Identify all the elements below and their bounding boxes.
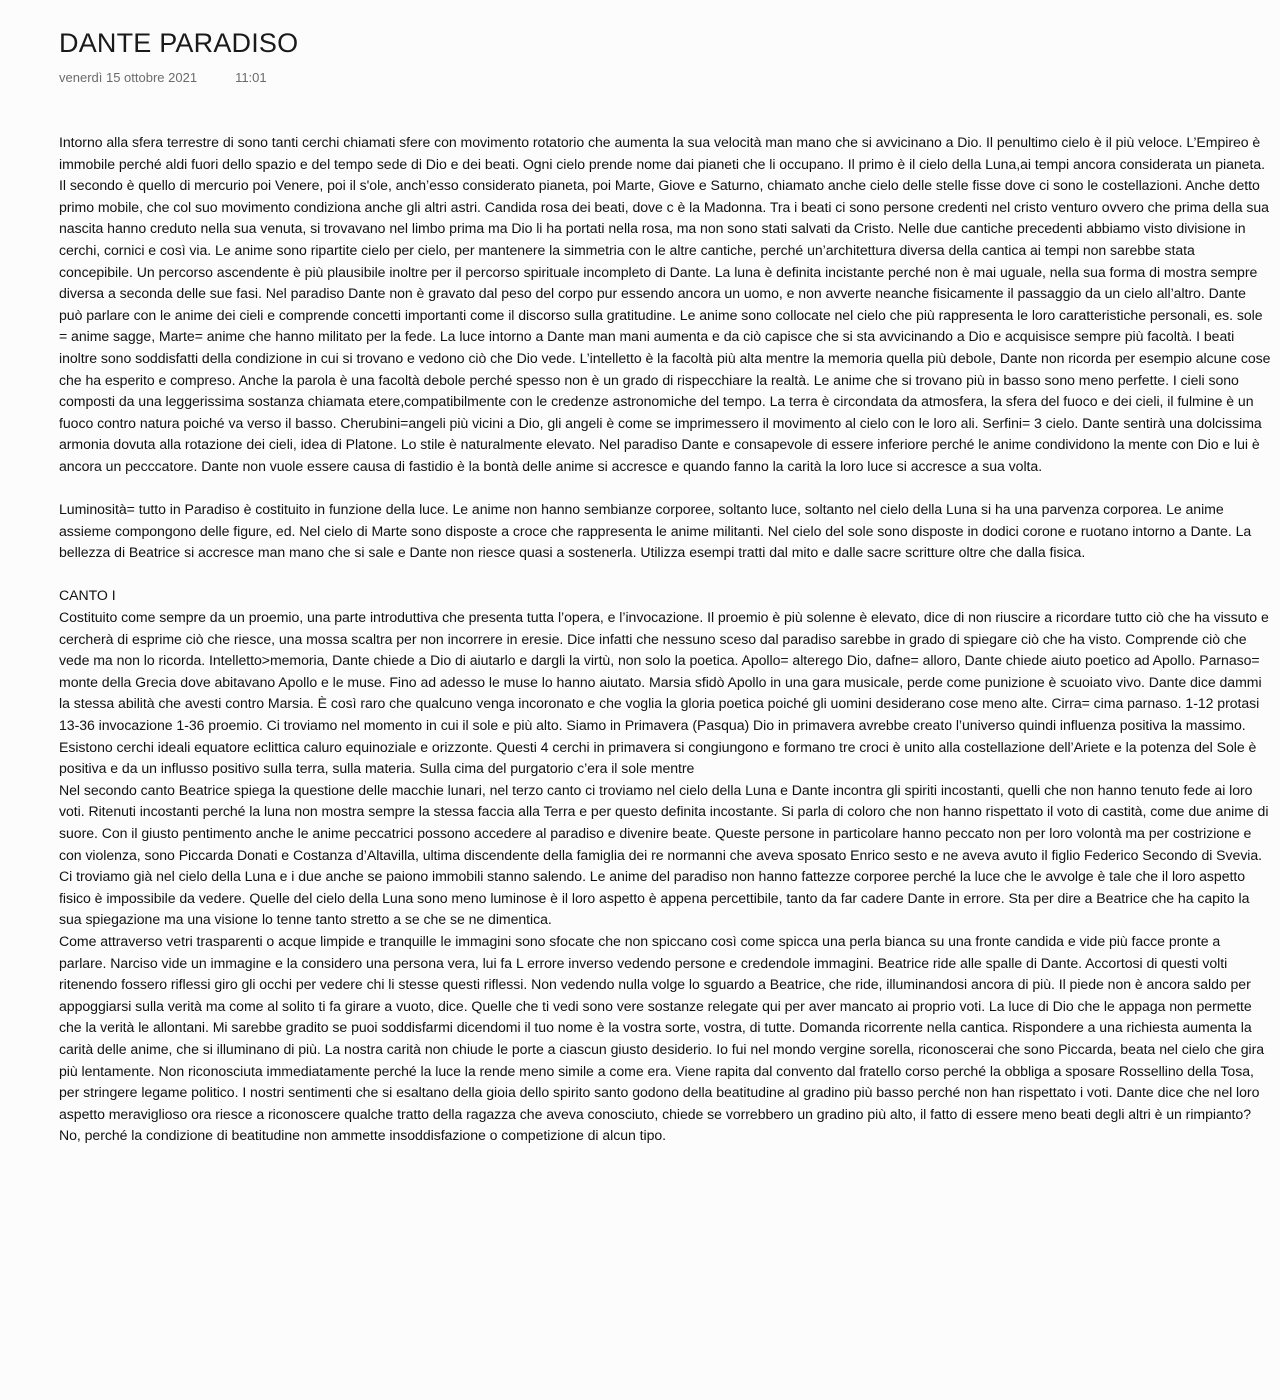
paragraph-vetri-trasparenti[interactable]: Come attraverso vetri trasparenti o acque limpide e tranquille le immagini sono sfocate che non spiccano così come spicca una perla bianca su una fronte candida e vide più facce pronte a parlare. Narciso vide un immagine e la considero una persona vera, lui fa L errore inverso vedendo persone e credendole immagini. Beatrice ride alle spalle di Dante. Accortosi di questi volti ritenendo fossero riflessi giro gli occhi per vedere chi li stesse questi riflessi. Non vedendo nulla volge lo sguardo a Beatrice, che ride, illuminandosi ancora di più. Il piede non è ancora saldo per appoggiarsi sulla verità ma come al solito ti fa girare a vuoto, dice. Quelle che ti vedi sono vere sostanze relegate qui per aver mancato ai proprio voti. La luce di Dio che le appaga non permette che la verità le allontani. Mi sarebbe gradito se puoi soddisfarmi dicendomi il tuo nome è la vostra sorte, vostra, di tutte. Domanda ricorrente nella cantica. Rispondere a una richiesta aumenta la carità delle anime, che si illuminano di più. La nostra carità non chiude le porte a ciascun giusto desiderio. Io fui nel mondo vergine sorella, riconoscerai che sono Piccarda, beata nel cielo che gira più lentamente. Non riconosciuta immediatamente perché la luce la rende meno simile a come era. Viene rapita dal convento dal fratello corso perché la obbliga a sposare Rossellino della Tosa, per stringere legame politico. I nostri sentimenti che si esaltano della gioia dello spirito santo godono della beatitudine al gradino più basso perché non han rispettato i voti. Dante dice che nel loro aspetto meraviglioso ora riesce a riconoscere qualche tratto della ragazza che aveva conosciuto, chiede se vorrebbero un gradino più alto, il fatto di essere meno beati degli altri è un rimpianto? No, perché la condizione di beatitudine non ammette insoddisfazione o competizione di alcun tipo.	[59, 932, 1265, 1144]
paragraph-luminosita[interactable]: Luminosità= tutto in Paradiso è costituito in funzione della luce. Le anime non hanno sembianze corporee, soltanto luce, soltanto nel cielo della Luna si ha una parvenza corporea. Le anime assieme compongono delle figure, ed. Nel cielo di Marte sono disposte a croce che rappresenta le anime militanti. Nel cielo del sole sono disposte in dodici corone e ruotano intorno a Dante. La bellezza di Beatrice si accresce man mano che si sale e Dante non riesce quasi a sostenerla. Utilizza esempi tratti dal mito e dalle sacre scritture oltre che dalla fisica.	[59, 501, 1252, 561]
paragraph-secondo-canto[interactable]: Nel secondo canto Beatrice spiega la questione delle macchie lunari, nel terzo canto ci troviamo nel cielo della Luna e Dante incontra gli spiriti incostanti, quelli che non hanno tenuto fede ai loro voti. Ritenuti incostanti perché la luna non mostra sempre la stessa faccia alla Terra e per questo definita incostante. Si parla di coloro che non hanno rispettato il voto di castità, come due anime di suore. Con il giusto pentimento anche le anime peccatrici possono accedere al paradiso e divenire beate. Queste persone in particolare hanno peccato non per loro volontà ma per costrizione e con violenza, sono Piccarda Donati e Costanza d’Altavilla, ultima discendente della famiglia dei re normanni che aveva sposato Enrico sesto e ne aveva avuto il figlio Federico Secondo di Svevia. Ci troviamo già nel cielo della Luna e i due anche se paiono immobili stanno salendo. Le anime del paradiso non hanno fattezze corporee perché la luce che le avvolge è tale che il loro aspetto fisico è impossibile da vedere. Quelle del cielo della Luna sono meno luminose è il loro aspetto è appena percettibile, tanto da far cadere Dante in errore. Sta per dire a Beatrice che ha capito la sua spiegazione ma una visione lo tenne tanto stretto a se che se ne dimentica.	[59, 781, 1269, 928]
note-title[interactable]: DANTE PARADISO	[59, 28, 299, 58]
paragraph-intro[interactable]: Intorno alla sfera terrestre di sono tanti cerchi chiamati sfere con movimento rotatorio che aumenta la sua velocità man mano che si avvicinano a Dio. Il penultimo cielo è il più veloce. L’Empireo è immobile perché aldi fuori dello spazio e del tempo sede di Dio e dei beati. Ogni cielo prende nome dai pianeti che li occupano. Il primo è il cielo della Luna,ai tempi ancora considerata un pianeta. Il secondo è quello di mercurio poi Venere, poi il s'ole, anch’esso considerato pianeta, poi Marte, Giove e Saturno, chiamato anche cielo delle stelle fisse dove ci sono le costellazioni. Anche detto primo mobile, che col suo movimento condiziona anche gli altri astri. Candida rosa dei beati, dove c è la Madonna. Tra i beati ci sono persone credenti nel cristo venturo ovvero che prima della sua nascita hanno creduto nella sua venuta, si trovavano nel limbo prima ma Dio li ha portati nella rosa, ma non sono stati salvati da Cristo. Nelle due cantiche precedenti abbiamo visto divisione in cerchi, cornici e così via. Le anime sono ripartite cielo per cielo, per mantenere la simmetria con le altre cantiche, perché un’architettura diversa della cantica ai tempi non sarebbe stata concepibile. Un percorso ascendente è più plausibile inoltre per il percorso spirituale incompleto di Dante. La luna è definita incistante perché non è mai uguale, nella sua forma di mostra sempre diversa a seconda delle sue fasi. Nel paradiso Dante non è gravato dal peso del corpo pur essendo ancora un uomo, e non avverte neanche fisicamente il passaggio da un cielo all’altro. Dante può parlare con le anime dei cieli e comprende concetti importanti come il discorso sulla gratitudine. Le anime sono collocate nel cielo che più rappresenta le loro caratteristiche personali, es. sole = anime sagge, Marte= anime che hanno militato per la fede. La luce intorno a Dante man mani aumenta e da ciò capisce che si sta avvicinando a Dio e acquisisce sempre più facoltà. I beati inoltre sono soddisfatti della condizione in cui si trovano e vedono ciò che Dio vede. L’intelletto è la facoltà più alta mentre la memoria quella più debole, Dante non ricorda per esempio alcune cose che ha esperito e compreso. Anche la parola è una facoltà debole perché spesso non è un grado di rispecchiare la realtà. Le anime che si trovano più in basso sono meno perfette. I cieli sono composti da una leggerissima sostanza chiamata etere,compatibilmente con le credenze astronomiche del tempo. La terra è circondata da atmosfera, la sfera del fuoco e dei cieli, il fulmine è un fuoco contro natura poiché va verso il basso. Cherubini=angeli più vicini a Dio, gli angeli è come se imprimessero il movimento al cielo con le loro ali. Serfini= 3 cielo. Dante sentirà una dolcissima armonia dovuta alla rotazione dei cieli, idea di Platone. Lo stile è naturalmente elevato. Nel paradiso Dante e consapevole di essere inferiore perché le anime condividono la mente con Dio e lui è ancora un pecccatore. Dante non vuole essere causa di fastidio è la bontà delle anime si accresce e quando fanno la carità la loro luce si accresce a sua volta.	[59, 134, 1271, 474]
note-date: venerdì 15 ottobre 2021	[59, 70, 198, 85]
paragraph-canto-i[interactable]: Costituito come sempre da un proemio, una parte introduttiva che presenta tutta l’opera, e l’invocazione. Il proemio è più solenne è elevato, dice di non riuscire a ricordare tutto ciò che ha vissuto e cercherà di esprime ciò che riesce, una mossa scaltra per non incorrere in eresie. Dice infatti che nessuno sceso dal paradiso sarebbe in grado di spiegare ciò che ha visto. Comprende ciò che vede ma non lo ricorda. Intelletto>memoria, Dante chiede a Dio di aiutarlo e dargli la virtù, non solo la poetica. Apollo= alterego Dio, dafne= alloro, Dante chiede aiuto poetico ad Apollo. Parnaso= monte della Grecia dove abitavano Apollo e le muse. Fino ad adesso le muse lo hanno aiutato. Marsia sfidò Apollo in una gara musicale, perde come punizione è scuoiato vivo. Dante dice dammi la stessa abilità che avesti contro Marsia. È così raro che qualcuno venga incoronato e che voglia la gloria poetica poiché gli uomini desiderano cose meno alte. Cirra= cima parnaso. 1-12 protasi 13-36 invocazione 1-36 proemio. Ci troviamo nel momento in cui il sole e più alto. Siamo in Primavera (Pasqua) Dio in primavera avrebbe creato l’universo quindi influenza positiva la massimo. Esistono cerchi ideali equatore eclittica caluro equinoziale e orizzonte. Questi 4 cerchi in primavera si congiungono e formano tre croci è unito alla costellazione dell’Ariete e la potenza del Sole è positiva e da un influsso positivo sulla terra, sulla materia. Sulla cima del purgatorio c’era il sole mentre	[59, 609, 1269, 777]
note-body[interactable]	[59, 132, 1271, 1147]
blank-line	[59, 564, 1271, 586]
note-time: 11:01	[235, 70, 267, 85]
blank-line	[59, 478, 1271, 500]
note-meta	[59, 70, 267, 85]
section-heading-canto-i[interactable]: CANTO I	[59, 587, 116, 604]
